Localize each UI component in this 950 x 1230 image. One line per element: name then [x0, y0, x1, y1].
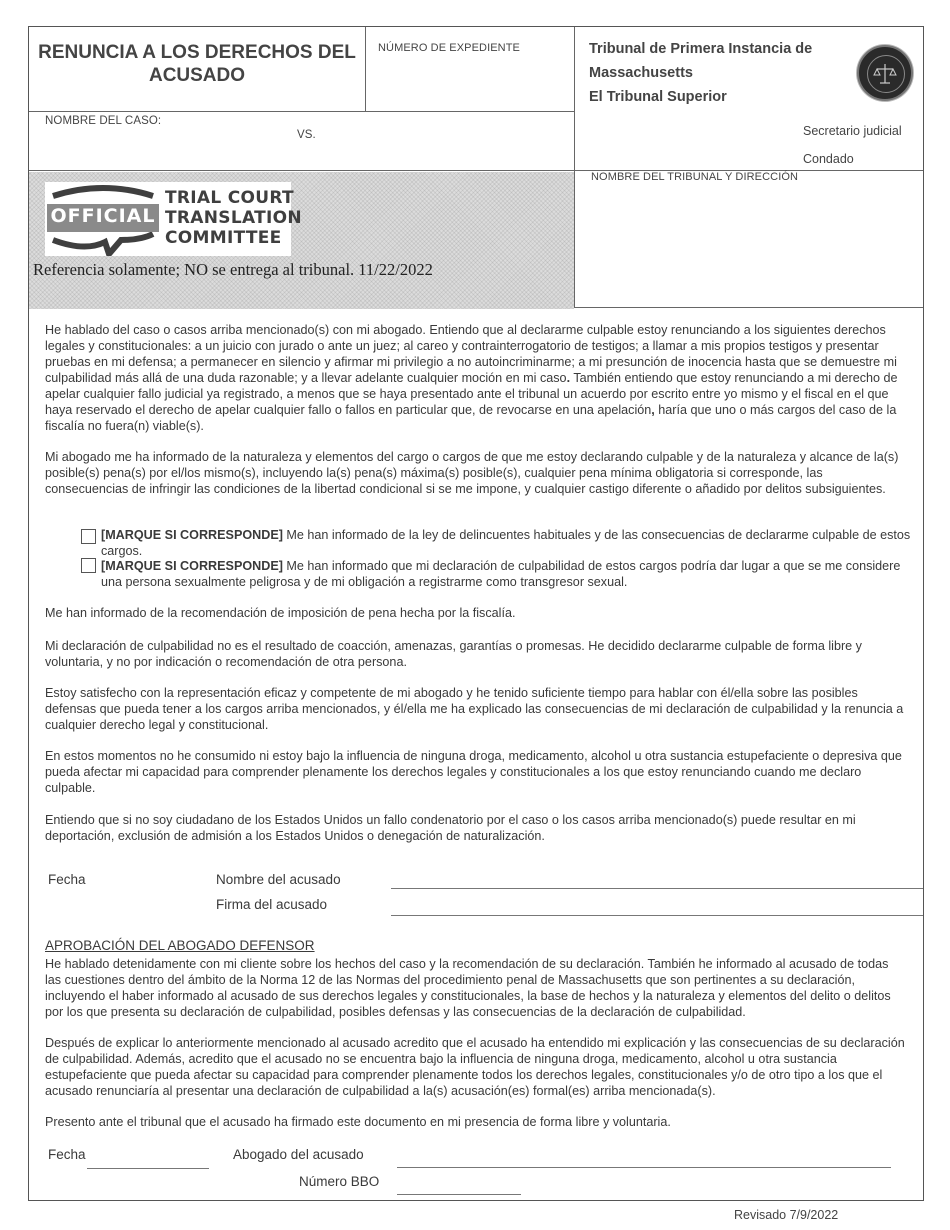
defendant-signature-line[interactable]	[391, 915, 923, 916]
p1-tail: haría que uno o más cargos del caso de la fiscalía no fuera(n) viable(s).	[45, 403, 897, 433]
form-title: RENUNCIA A LOS DERECHOS DEL ACUSADO	[38, 42, 356, 86]
court-line-2: Massachusetts	[589, 65, 693, 81]
court-address-label: NOMBRE DEL TRIBUNAL Y DIRECCIÓN	[591, 171, 799, 183]
penalties-paragraph: Mi abogado me ha informado de la naturaleza y elementos del cargo o cargos de que me estoy declarando culpable y de la naturaleza y alcance de la(s) posible(s) pena(s) por el/los mismo(s), incluyendo la(s) pena(s) máxima(s) posible(s), cualquier pena mínima obligatoria si corresponde, las consecuencias de infringir las condiciones de la libertad condicional si se me impone, y cualquier castigo diferente o añadido por delitos subsiguientes.	[45, 450, 899, 496]
translation-committee-logo	[45, 182, 302, 256]
check2-text: Me han informado que mi declaración de culpabilidad de estos cargos podría dar lugar a que se me considere una persona sexualmente peligrosa y de mi obligación a registrarme como transgresor sexual.	[101, 559, 901, 589]
defendant-name-label: Nombre del acusado	[216, 872, 341, 887]
court-line-1: Tribunal de Primera Instancia de	[589, 41, 813, 57]
habitual-offender-text	[101, 527, 911, 559]
header-vline-2	[574, 27, 575, 308]
representation-paragraph: Estoy satisfecho con la representación eficaz y competente de mi abogado y he tenido suficiente tiempo para hablar con él/ella sobre las posibles defensas que pueda tener a los cargos arriba mencionados, y él/ella me ha explicado las consecuencias de mi declaración de culpabilidad y la renuncia a cualquier derecho legal y constitucional.	[45, 686, 904, 732]
county-label: Condado	[803, 152, 854, 166]
check1-text: Me han informado de la ley de delincuentes habituales y de las consecuencias de declararme culpable de estos cargos.	[101, 528, 911, 558]
attorney-date-line[interactable]	[87, 1168, 209, 1169]
attorney-name-label: Abogado del acusado	[233, 1147, 364, 1162]
revision-date: Revisado 7/9/2022	[734, 1208, 839, 1222]
official-translation-box	[29, 172, 574, 309]
court-line-3: El Tribunal Superior	[589, 89, 727, 105]
logo-line-3: COMMITTEE	[165, 228, 282, 248]
attorney-approval-heading: APROBACIÓN DEL ABOGADO DEFENSOR	[45, 938, 315, 953]
attorney-signature-line[interactable]	[397, 1167, 891, 1168]
voluntary-plea-paragraph: Mi declaración de culpabilidad no es el resultado de coacción, amenazas, garantías o promesas. He decidido declararme culpable de forma libre y voluntaria, y no por indicación o recomendación de otra persona.	[45, 639, 862, 669]
defendant-name-line[interactable]	[391, 888, 923, 889]
sex-offender-checkbox[interactable]	[81, 558, 96, 573]
clerk-label: Secretario judicial	[803, 124, 902, 138]
bbo-number-label: Número BBO	[299, 1174, 380, 1189]
case-name-label: NOMBRE DEL CASO:	[45, 115, 162, 127]
attorney-paragraph-1: He hablado detenidamente con mi cliente sobre los hechos del caso y la recomendación de su declaración. También he informado al acusado de todas las cuestiones dentro del ámbito de la Norma 12 de las Normas del procedimiento penal de Massachusetts que son pertinentes a su declaración, incluyendo el haber informado al acusado de sus derechos legales y constitucionales, la base de hechos y la naturaleza y elementos del delito o delitos por los que presenta su declaración de culpabilidad, posibles defensas y las consecuencias de la declaración de culpabilidad.	[45, 957, 891, 1019]
logo-line-1: TRIAL COURT	[165, 188, 294, 208]
defendant-signature-label: Firma del acusado	[216, 897, 328, 912]
court-seal-icon	[857, 45, 913, 101]
p1-comma: ,	[651, 403, 655, 417]
form-frame	[28, 26, 924, 1201]
header-divider	[29, 111, 574, 112]
docket-number-label: NÚMERO DE EXPEDIENTE	[378, 42, 520, 54]
attorney-date-label: Fecha	[48, 1147, 86, 1162]
p1-dot: .	[566, 371, 571, 385]
bbo-number-line[interactable]	[397, 1194, 521, 1195]
vs-label: VS.	[297, 129, 316, 141]
rights-waiver-paragraph	[45, 322, 907, 434]
logo-line-2: TRANSLATION	[165, 208, 302, 228]
sentencing-recommendation-paragraph: Me han informado de la recomendación de imposición de pena hecha por la fiscalía.	[45, 606, 516, 620]
reference-only-note: Referencia solamente; NO se entrega al tribunal. 11/22/2022	[33, 260, 433, 279]
header-vline-1	[365, 27, 366, 111]
attorney-paragraph-3: Presento ante el tribunal que el acusado ha firmado este documento en mi presencia de forma libre y voluntaria.	[45, 1115, 671, 1129]
court-name	[589, 37, 812, 109]
check2-tag: [MARQUE SI CORRESPONDE]	[101, 559, 283, 573]
p1-end: También entiendo que estoy renunciando a mi derecho de apelar cualquier fallo judicial ya registrado, a menos que se haya presentado ante el tribunal un acuerdo por escrito entre yo mismo y el fiscal en el que haya reservado el derecho de apelar cualquier fallo o fallos en particular que, de revocarse en una apelación	[45, 371, 898, 417]
logo-committee-text	[165, 188, 302, 248]
attorney-paragraph-2: Después de explicar lo anteriormente mencionado al acusado acredito que el acusado ha entendido mi explicación y las consecuencias de su declaración de culpabilidad. Además, acredito que el acusado no se encuentra bajo la influencia de ninguna droga, medicamento, alcohol u otra sustancia estupefaciente que pueda afectar su capacidad para comprender plenamente todos los derechos legales, constitucionales y/o de otro tipo a los que el acusado renunciaría al presentar una declaración de culpabilidad a la(s) acusación(es) formal(es) arriba mencionada(s).	[45, 1036, 905, 1098]
p1-start: He hablado del caso o casos arriba mencionado(s) con mi abogado. Entiendo que al declararme culpable estoy renunciando a los siguientes derechos legales y constitucionales: a un juicio con jurado o ante un juez; al careo y contrainterrogatorio de testigos; a llamar a mis propios testigos y presentar pruebas en mi defensa; a permanecer en silencio y afirmar mi privilegio a no autoincriminarme; a mi presunción de inocencia hasta que se demuestre mi culpabilidad más allá de una duda razonable; y a llevar adelante cualquier moción en mi caso	[45, 323, 897, 385]
logo-official-word: OFFICIAL	[50, 205, 156, 227]
defendant-date-label: Fecha	[48, 872, 86, 887]
immigration-paragraph: Entiendo que si no soy ciudadano de los Estados Unidos un fallo condenatorio por el caso o los casos arriba mencionado(s) puede resultar en mi deportación, exclusión de admisión a los Estados Unidos o denegación de naturalización.	[45, 813, 856, 843]
no-influence-paragraph: En estos momentos no he consumido ni estoy bajo la influencia de ninguna droga, medicamento, alcohol u otra sustancia estupefaciente o depresiva que pueda afectar mi capacidad para comprender plenamente los derechos legales y constitucionales a los que estoy renunciando cuando me declaro culpable.	[45, 749, 902, 795]
check1-tag: [MARQUE SI CORRESPONDE]	[101, 528, 283, 542]
sex-offender-text	[101, 558, 911, 590]
habitual-offender-checkbox[interactable]	[81, 529, 96, 544]
